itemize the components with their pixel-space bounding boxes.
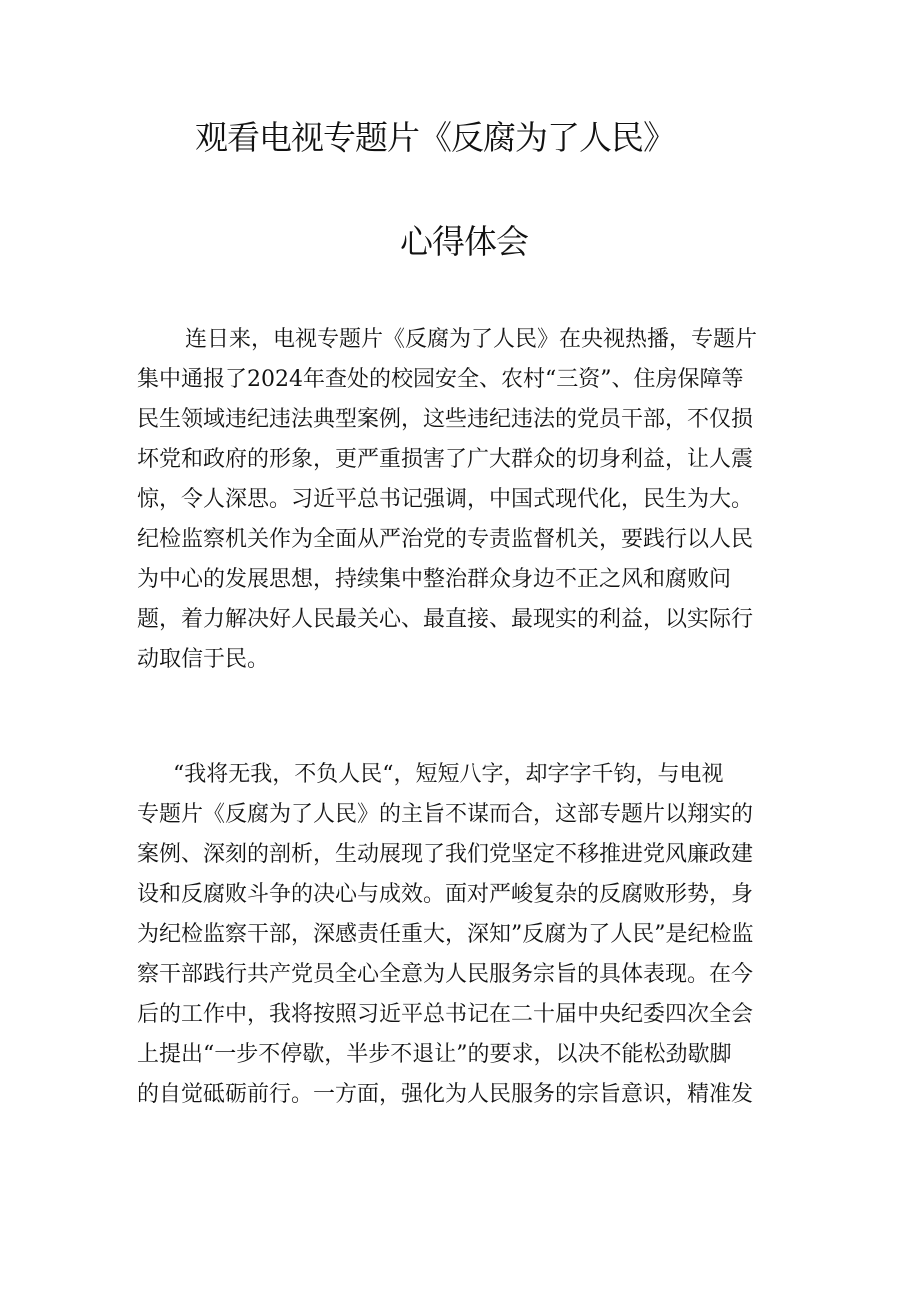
paragraph-line: 坏党和政府的形象，更严重损害了广大群众的切身利益，让人震 bbox=[137, 447, 754, 472]
document-title-line-2: 心得体会 bbox=[400, 222, 528, 261]
paragraph-line: 的自觉砥砺前行。一方面，强化为人民服务的宗旨意识，精准发 bbox=[137, 1082, 754, 1107]
paragraph-line: 后的工作中，我将按照习近平总书记在二十届中央纪委四次全会 bbox=[137, 1002, 754, 1027]
paragraph-line: 为纪检监察干部，深感责任重大，深知”反腐为了人民”是纪检监 bbox=[137, 922, 754, 947]
paragraph-1 bbox=[137, 320, 797, 680]
paragraph-line: 惊，令人深思。习近平总书记强调，中国式现代化，民生为大。 bbox=[137, 487, 754, 512]
paragraph-2 bbox=[137, 755, 797, 1115]
paragraph-line: 设和反腐败斗争的决心与成效。面对严峻复杂的反腐败形势，身 bbox=[137, 882, 754, 907]
paragraph-line: 察干部践行共产党员全心全意为人民服务宗旨的具体表现。在今 bbox=[137, 962, 754, 987]
paragraph-line: 连日来，电视专题片《反腐为了人民》在央视热播，专题片 bbox=[185, 327, 758, 352]
paragraph-line: 案例、深刻的剖析，生动展现了我们党坚定不移推进党风廉政建 bbox=[137, 842, 754, 867]
paragraph-line: 为中心的发展思想，持续集中整治群众身边不正之风和腐败问 bbox=[137, 567, 732, 592]
paragraph-line: 上提出“一步不停歇，半步不退让”的要求，以决不能松劲歇脚 bbox=[137, 1042, 732, 1067]
document-title-line-1: 观看电视专题片《反腐为了人民》 bbox=[195, 118, 675, 157]
paragraph-line: 纪检监察机关作为全面从严治党的专责监督机关，要践行以人民 bbox=[137, 527, 754, 552]
paragraph-line: “我将无我，不负人民“，短短八字，却字字千钧，与电视 bbox=[173, 762, 724, 787]
paragraph-line: 动取信于民。 bbox=[137, 647, 270, 672]
paragraph-line: 专题片《反腐为了人民》的主旨不谋而合，这部专题片以翔实的 bbox=[137, 802, 754, 827]
paragraph-line: 题，着力解决好人民最关心、最直接、最现实的利益，以实际行 bbox=[137, 607, 754, 632]
paragraph-line: 民生领域违纪违法典型案例，这些违纪违法的党员干部，不仅损 bbox=[137, 407, 754, 432]
paragraph-line: 集中通报了2024年查处的校园安全、农村“三资”、住房保障等 bbox=[137, 367, 744, 392]
